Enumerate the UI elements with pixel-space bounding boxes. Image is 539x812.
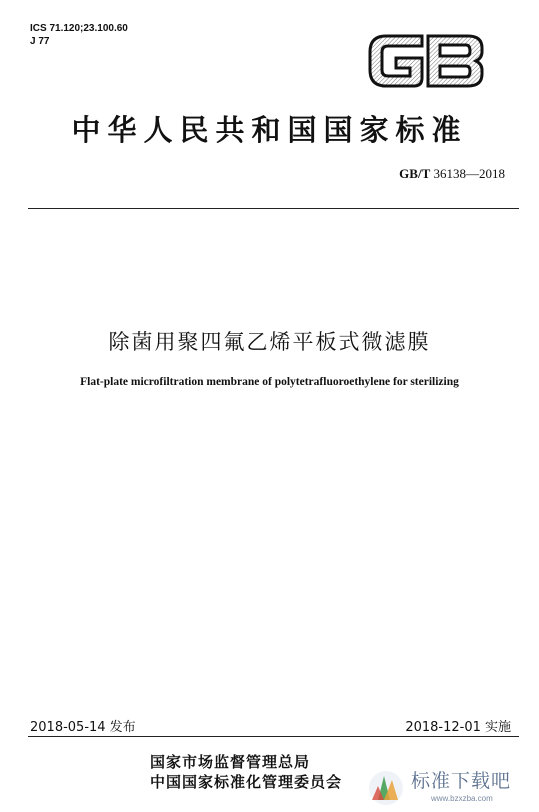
footer-divider — [28, 736, 519, 737]
ics-code: ICS 71.120;23.100.60 — [30, 23, 128, 34]
header-divider — [28, 208, 519, 209]
gb-logo — [364, 30, 488, 92]
standard-code: 36138—2018 — [433, 166, 505, 181]
issuer-samr: 国家市场监督管理总局 — [150, 753, 311, 771]
watermark-name: 标准下载吧 — [411, 770, 512, 792]
standard-number — [399, 166, 505, 182]
ccs-code: J 77 — [30, 36, 50, 47]
ics-code-block — [30, 22, 128, 48]
publish-date: 2018-05-14 发布 — [30, 720, 136, 735]
watermark-url: www.bzxzba.com — [431, 794, 493, 803]
title-english: Flat-plate microfiltration membrane of polytetrafluoroethylene for sterilizing — [80, 376, 459, 388]
standard-prefix: GB/T — [399, 166, 431, 181]
issuer-sac: 中国国家标准化管理委员会 — [150, 773, 343, 791]
issuer-block — [150, 752, 342, 792]
implement-date: 2018-12-01 实施 — [405, 720, 511, 735]
title-chinese: 除菌用聚四氟乙烯平板式微滤膜 — [108, 330, 431, 354]
organization-title: 中华人民共和国国家标准 — [71, 113, 468, 147]
